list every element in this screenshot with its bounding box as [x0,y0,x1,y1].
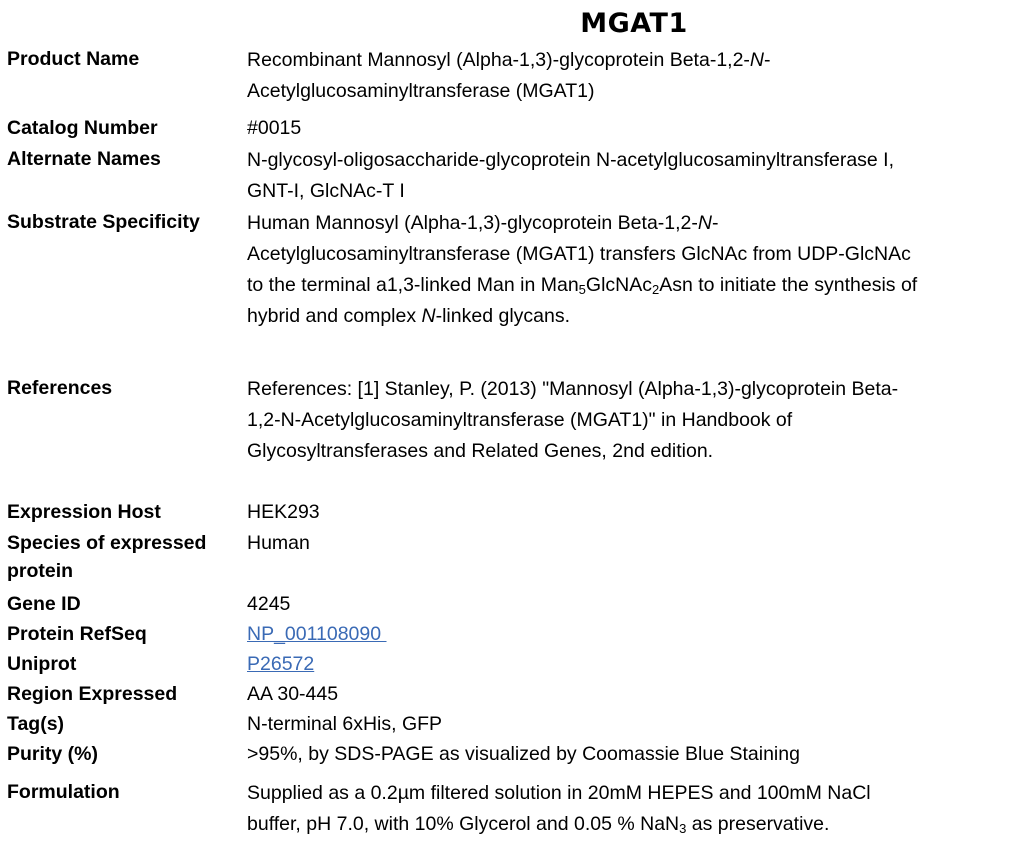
formulation-label: Formulation [7,781,120,803]
tags-label: Tag(s) [7,713,65,735]
alternate-names-value: N-glycosyl-oligosaccharide-glycoprotein N-acetylglucosaminyltransferase I, GNT-I, GlcNAc-T I [247,149,895,202]
purity-label: Purity (%) [7,743,99,765]
protein-refseq-link[interactable]: NP_001108090 [247,623,387,645]
region-expressed-value: AA 30-445 [247,683,339,705]
uniprot-label: Uniprot [7,653,77,675]
protein-refseq-label: Protein RefSeq [7,623,147,645]
substrate-specificity-value: Human Mannosyl (Alpha-1,3)-glycoprotein Beta-1,2-N- Acetylglucosaminyltransferase (MGAT1) transfers GlcNAc from UDP-GlcNAc to the terminal a1,3-linked Man in Man$_5$GlcNAc$_2$Asn to initiate the synthesis of hybrid and complex N-linked glycans. [247,212,918,327]
uniprot-link[interactable]: P26572 [247,653,315,675]
species-value: Human [247,532,310,554]
gene-id-value: 4245 [247,593,291,615]
purity-value: >95%, by SDS-PAGE as visualized by Coomassie Blue Staining [247,743,800,765]
product-name-label: Product Name [7,48,140,70]
formulation-value: Supplied as a 0.2µm filtered solution in 20mM HEPES and 100mM NaCl buffer, pH 7.0, with 10% Glycerol and 0.05 % NaN$_3$ as preservative. [247,782,871,836]
alternate-names-label: Alternate Names [7,148,161,170]
product-name-value: Recombinant Mannosyl (Alpha-1,3)-glycoprotein Beta-1,2-N- Acetylglucosaminyltransferase (MGAT1) [247,49,771,102]
species-label: Species of expressed protein [7,532,207,582]
references-label: References [7,377,113,399]
tags-value: N-terminal 6xHis, GFP [247,713,443,735]
catalog-number-label: Catalog Number [7,117,158,139]
references-value: References: [1] Stanley, P. (2013) "Mannosyl (Alpha-1,3)-glycoprotein Beta- 1,2-N-Acetylglucosaminyltransferase (MGAT1)" in Handbook of Glycosyltransferases and Related Genes, 2nd edition. [247,378,899,462]
expression-host-value: HEK293 [247,501,320,523]
region-expressed-label: Region Expressed [7,683,178,705]
substrate-specificity-label: Substrate Specificity [7,211,200,233]
page-title: MGAT1 [580,8,688,39]
catalog-number-value: #0015 [247,117,302,139]
expression-host-label: Expression Host [7,501,161,523]
gene-id-label: Gene ID [7,593,81,615]
